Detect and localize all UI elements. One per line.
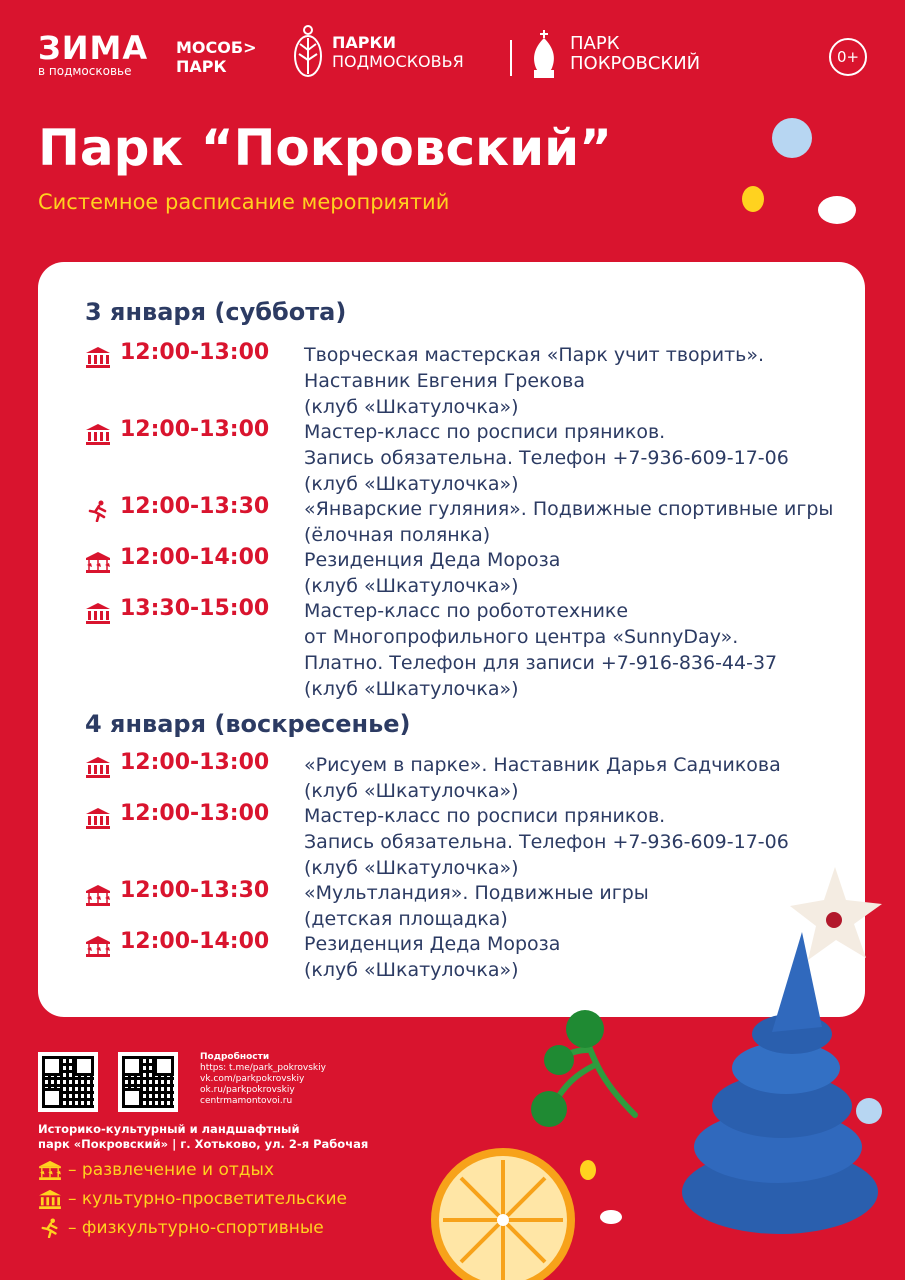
age-rating-badge: 0+	[829, 38, 867, 76]
event-time: 12:00-13:30	[120, 494, 270, 519]
parki-line1: ПАРКИ	[332, 33, 396, 52]
parki-podmoskovya-logo	[292, 24, 464, 80]
link-telegram[interactable]: https: t.me/park_pokrovskiy	[200, 1063, 326, 1073]
museum-icon	[85, 346, 111, 368]
page-subtitle: Системное расписание мероприятий	[38, 190, 450, 214]
event-description	[304, 880, 649, 932]
orange-slice-decoration-icon	[428, 1140, 578, 1280]
day-heading: 4 января (воскресенье)	[85, 710, 411, 738]
event-line: Мастер-класс по росписи пряников.	[304, 805, 666, 827]
carousel-icon	[85, 935, 111, 957]
event-description	[304, 547, 560, 599]
deco-dot-blue	[772, 118, 812, 158]
event-description	[304, 598, 777, 702]
event-time: 12:00-13:00	[120, 417, 270, 442]
logo-divider	[510, 40, 512, 76]
legend-item-cultural	[38, 1189, 347, 1209]
event-line: (клуб «Шкатулочка»)	[304, 396, 519, 418]
event-description	[304, 419, 789, 497]
legend-item-sports	[38, 1218, 324, 1238]
pokr-logo-text	[570, 34, 700, 74]
deco-dot-yellow	[742, 186, 764, 212]
details-block	[200, 1052, 326, 1107]
event-line: Творческая мастерская «Парк учит творить».	[304, 344, 764, 366]
deco-dot-blue-small	[856, 1098, 882, 1124]
event-time: 12:00-14:00	[120, 545, 270, 570]
event-line: Резиденция Деда Мороза	[304, 933, 561, 955]
museum-icon	[85, 807, 111, 829]
event-line: «Рисуем в парке». Наставник Дарья Садчикова	[304, 754, 781, 776]
qr-code-telegram[interactable]	[38, 1052, 98, 1112]
event-description	[304, 931, 560, 983]
event-line: «Январские гуляния». Подвижные спортивные игры	[304, 498, 834, 520]
pokr-line2: ПОКРОВСКИЙ	[570, 53, 701, 74]
event-line: от Многопрофильного центра «SunnyDay».	[304, 626, 739, 648]
legend-label: – развлечение и отдых	[68, 1160, 275, 1180]
parki-logo-text	[332, 33, 464, 71]
event-line: (детская площадка)	[304, 908, 508, 930]
zima-logo	[38, 29, 149, 78]
pokr-line1: ПАРК	[570, 33, 620, 54]
berries-branch-decoration-icon	[525, 1005, 655, 1135]
park-address	[38, 1122, 368, 1152]
event-line: «Мультландия». Подвижные игры	[304, 882, 649, 904]
event-time: 12:00-14:00	[120, 929, 270, 954]
page-title: Парк “Покровский”	[38, 119, 612, 177]
museum-icon	[85, 423, 111, 445]
legend-label: – культурно-просветительские	[68, 1189, 347, 1209]
runner-icon	[38, 1218, 62, 1238]
deco-dot-yellow-small	[580, 1160, 596, 1180]
event-line: Мастер-класс по робототехнике	[304, 600, 629, 622]
parki-line2: ПОДМОСКОВЬЯ	[332, 52, 464, 71]
museum-icon	[85, 602, 111, 624]
link-vk[interactable]: vk.com/parkpokrovskiy	[200, 1074, 305, 1084]
mosobpark-line1: МОСОБ>	[176, 38, 257, 57]
event-time: 12:00-13:00	[120, 801, 270, 826]
event-time: 12:00-13:30	[120, 878, 270, 903]
event-line: Мастер-класс по росписи пряников.	[304, 421, 666, 443]
church-emblem-icon	[528, 28, 560, 80]
event-line: (клуб «Шкатулочка»)	[304, 575, 519, 597]
mosobpark-line2: ПАРК	[176, 57, 227, 76]
event-line: Платно. Телефон для записи +7-916-836-44-37	[304, 652, 778, 674]
link-ok[interactable]: ok.ru/parkpokrovskiy	[200, 1085, 295, 1095]
event-time: 13:30-15:00	[120, 596, 270, 621]
link-website[interactable]: centrmamontovoi.ru	[200, 1096, 293, 1106]
carousel-icon	[85, 551, 111, 573]
carousel-icon	[38, 1160, 62, 1180]
event-line: (клуб «Шкатулочка»)	[304, 473, 519, 495]
event-line: (ёлочная полянка)	[304, 524, 491, 546]
event-time: 12:00-13:00	[120, 340, 270, 365]
museum-icon	[38, 1189, 62, 1209]
legend-label: – физкультурно-спортивные	[68, 1218, 324, 1238]
event-line: Запись обязательна. Телефон +7-936-609-17-06	[304, 447, 789, 469]
event-time: 12:00-13:00	[120, 750, 270, 775]
event-description	[304, 342, 764, 420]
museum-icon	[85, 756, 111, 778]
deco-dot-white	[818, 196, 856, 224]
deco-dot-white-small	[600, 1210, 622, 1224]
event-line: (клуб «Шкатулочка»)	[304, 678, 519, 700]
event-line: Резиденция Деда Мороза	[304, 549, 561, 571]
event-description	[304, 752, 781, 804]
qr-code-vk[interactable]	[118, 1052, 178, 1112]
mosobpark-logo	[176, 38, 256, 76]
runner-icon	[85, 500, 111, 522]
address-line: Историко-культурный и ландшафтный	[38, 1122, 300, 1136]
legend-item-entertainment	[38, 1160, 274, 1180]
address-line: парк «Покровский» | г. Хотьково, ул. 2-я Рабочая	[38, 1137, 369, 1151]
event-description	[304, 496, 833, 548]
park-pokrovskiy-logo	[528, 28, 700, 80]
carousel-icon	[85, 884, 111, 906]
zima-logo-subtitle: в подмосковье	[38, 64, 132, 78]
header	[38, 24, 867, 94]
event-line: (клуб «Шкатулочка»)	[304, 780, 519, 802]
day-heading: 3 января (суббота)	[85, 298, 347, 326]
leaf-emblem-icon	[292, 24, 324, 80]
event-line: (клуб «Шкатулочка»)	[304, 857, 519, 879]
event-line: Наставник Евгения Грекова	[304, 370, 585, 392]
zima-logo-title: ЗИМА	[38, 29, 149, 67]
event-line: Запись обязательна. Телефон +7-936-609-17-06	[304, 831, 789, 853]
event-line: (клуб «Шкатулочка»)	[304, 959, 519, 981]
christmas-tree-decoration-icon	[660, 862, 900, 1242]
details-heading: Подробности	[200, 1052, 270, 1062]
